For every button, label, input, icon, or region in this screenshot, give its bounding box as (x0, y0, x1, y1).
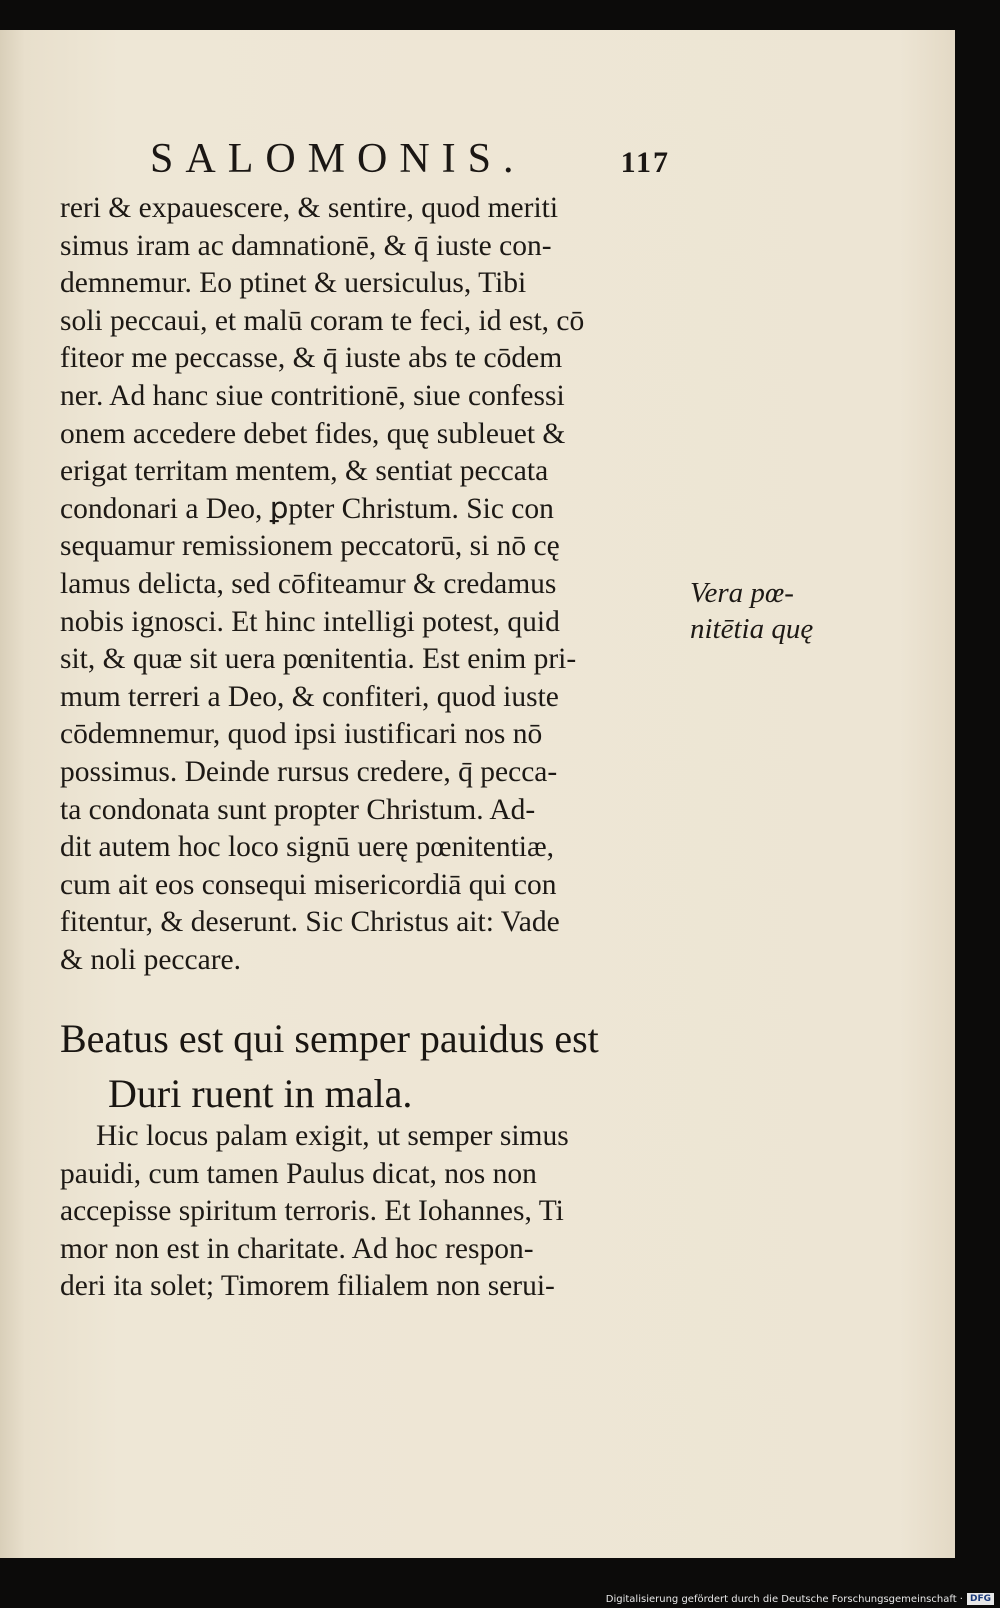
running-header (150, 135, 670, 183)
text-line: condonari a Deo, ꝑpter Christum. Sic con (60, 492, 554, 525)
text-line: sit, & quæ sit uera pœnitentia. Est enim pri- (60, 643, 577, 676)
text-line: Hic locus palam exigit, ut semper simus (96, 1120, 569, 1152)
text-line: reri & expauescere, & sentire, quod meriti (60, 192, 559, 224)
text-line: fiteor me peccasse, & q̄ iuste abs te cōdem (60, 342, 563, 375)
text-line: soli peccaui, et malū coram te feci, id est, cō (60, 304, 585, 337)
verse-heading-line-2: Duri ruent in mala. (108, 1071, 413, 1116)
text-line: dit autem hoc loco signū uerę pœnitentiæ, (60, 831, 555, 864)
text-line: nobis ignosci. Et hinc intelligi potest, quid (60, 605, 560, 638)
marginal-note-line: nitētia quę (690, 613, 814, 645)
text-line: lamus delicta, sed cōfiteamur & credamus (60, 567, 557, 600)
text-line: pauidi, cum tamen Paulus dicat, nos non (60, 1157, 537, 1190)
text-line: cum ait eos consequi misericordiā qui con (60, 868, 557, 901)
text-line: erigat territam mentem, & sentiat peccata (60, 455, 549, 488)
page-number: 117 (620, 146, 670, 179)
running-title: SALOMONIS. (150, 136, 526, 182)
book-page (0, 30, 955, 1558)
text-line: onem accedere debet fides, quę subleuet & (60, 417, 566, 450)
text-line: deri ita solet; Timorem filialem non serui- (60, 1270, 555, 1303)
footer-credit: Digitalisierung gefördert durch die Deutsche Forschungsgemeinschaft · (605, 1593, 963, 1605)
text-line: & noli peccare. (60, 943, 242, 976)
text-line: accepisse spiritum terroris. Et Iohannes, Ti (60, 1195, 564, 1228)
text-line: mor non est in charitate. Ad hoc respon- (60, 1232, 534, 1265)
text-line: demnemur. Eo ptinet & uersiculus, Tibi (60, 267, 527, 300)
text-line: possimus. Deinde rursus credere, q̄ pecca- (60, 755, 558, 788)
text-line: simus iram ac damnationē, & q̄ iuste con- (60, 229, 552, 262)
dfg-logo: DFG (967, 1593, 994, 1605)
text-line: cōdemnemur, quod ipsi iustificari nos nō (60, 718, 543, 751)
text-line: mum terreri a Deo, & confiteri, quod iuste (60, 680, 559, 713)
text-line: ta condonata sunt propter Christum. Ad- (60, 793, 536, 826)
text-line: sequamur remissionem peccatorū, si nō cę (60, 530, 560, 563)
digitization-footer (606, 1593, 994, 1605)
verse-heading-line-1: Beatus est qui semper pauidus est (60, 1016, 599, 1061)
marginal-note (690, 575, 870, 647)
text-line: ner. Ad hanc siue contritionē, siue confessi (60, 379, 565, 412)
marginal-note-line: Vera pœ- (690, 577, 794, 609)
text-line: fitentur, & deserunt. Sic Christus ait: Vade (60, 906, 560, 939)
commentary-text-block (60, 1118, 680, 1306)
main-text-block (60, 190, 680, 979)
